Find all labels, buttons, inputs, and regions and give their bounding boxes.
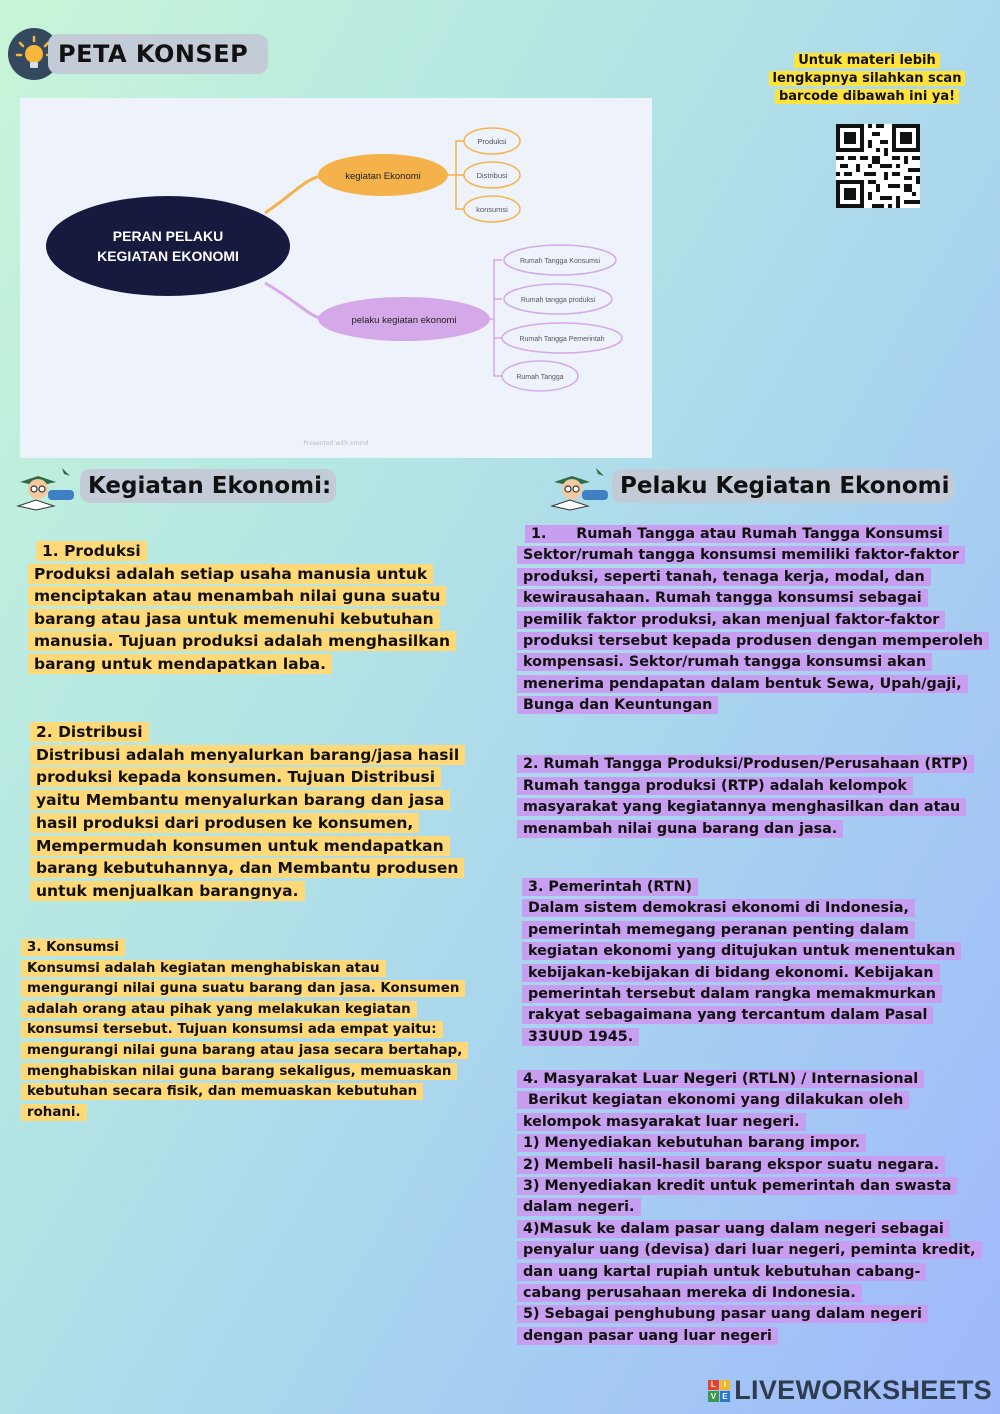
qr-code-icon[interactable] (836, 124, 920, 208)
liveworksheets-logo-icon: L I V E (708, 1380, 730, 1402)
mindmap-center-line1: PERAN PELAKU (112, 228, 224, 244)
kegiatan-ekonomi-heading: Kegiatan Ekonomi: (80, 469, 336, 503)
liveworksheets-label: LIVEWORKSHEETS (734, 1375, 992, 1405)
mindmap-leaf-rt-produksi-label: Rumah tangga produksi (520, 297, 596, 304)
mindmap-leaf-konsumsi-label: konsumsi (476, 205, 508, 214)
distribusi-block: 2. Distribusi Distribusi adalah menyalurkan barang/jasa hasil produksi kepada konsumen. Tujuan Distribusi yaitu Membantu menyalurkan barang dan jasa hasil produksi dari produsen ke konsumen, Mempermudah konsumen untuk mendapatkan barang kebutuhannya, dan Membantu produsen untuk menjualkan barangnya. (30, 721, 492, 903)
produksi-block: 1. Produksi Produksi adalah setiap usaha manusia untuk menciptakan atau menambah nilai guna suatu barang atau jasa untuk memenuhi kebutuhan manusia. Tujuan produksi adalah menghasilkan barang untuk mendapatkan laba. (28, 540, 490, 675)
mindmap-center-node (46, 196, 290, 296)
mindmap-leaf-rt-label: Rumah Tangga (516, 374, 564, 381)
masyarakat-luar-negeri-block: 4. Masyarakat Luar Negeri (RTLN) / Internasional Berikut kegiatan ekonomi yang dilakukan oleh kelompok masyarakat luar negeri. 1) Menyediakan kebutuhan barang impor. 2) Membeli hasil-hasil barang ekspor suatu negara. 3) Menyediakan kredit untuk pemerintah dan swasta dalam negeri. 4)Masuk ke dalam pasar uang dalam negeri sebagai penyalur uang (devisa) dari luar negeri, peminta kredit, dan uang kartal rupiah untuk kebutuhan cabang- cabang perusahaan mereka di Indonesia. 5) Sebagai penghubung pasar uang dalam negeri dengan pasar uang luar negeri (517, 1069, 995, 1347)
rumah-tangga-produksi-block: 2. Rumah Tangga Produksi/Produsen/Perusahaan (RTP) Rumah tangga produksi (RTP) adalah kelompok masyarakat yang kegiatannya menghasilkan dan atau menambah nilai guna barang dan jasa. (517, 754, 997, 840)
mindmap-leaf-rt-pemerintah-label: Rumah Tangga Pemerintah (519, 336, 605, 343)
liveworksheets-brand[interactable] (708, 1375, 992, 1406)
pelaku-kegiatan-heading: Pelaku Kegiatan Ekonomi (612, 469, 954, 503)
mindmap-credit: Presented with xmind (303, 440, 369, 447)
mindmap-leaf-distribusi-label: Distribusi (476, 171, 508, 180)
qr-instruction-note: Untuk materi lebih lengkapnya silahkan scan barcode dibawah ini ya! (752, 52, 982, 106)
rumah-tangga-konsumsi-block: 1. Rumah Tangga atau Rumah Tangga Konsumsi Sektor/rumah tangga konsumsi memiliki faktor-faktor produksi, seperti tanah, tenaga kerja, modal, dan kewirausahaan. Rumah tangga konsumsi sebagai pemilik faktor produksi, akan menjual faktor-faktor produksi tersebut kepada produsen dengan memperoleh kompensasi. Sektor/rumah tangga konsumsi akan menerima pendapatan dalam bentuk Sewa, Upah/gaji, Bunga dan Keuntungan (517, 524, 997, 717)
pemerintah-block: 3. Pemerintah (RTN) Dalam sistem demokrasi ekonomi di Indonesia, pemerintah memegang peranan penting dalam kegiatan ekonomi yang ditujukan untuk menentukan kebijakan-kebijakan di bidang ekonomi. Kebijakan pemerintah tersebut dalam rangka memakmurkan rakyat sebagaimana yang tercantum dalam Pasal 33UUD 1945. (522, 877, 992, 1048)
reading-boy-icon (548, 462, 614, 512)
mindmap-branch-kegiatan-label: kegiatan Ekonomi (345, 171, 421, 182)
mindmap-branch-pelaku-label: pelaku kegiatan ekonomi (351, 315, 457, 326)
mindmap-leaf-produksi-label: Produksi (477, 137, 507, 146)
page-title: PETA KONSEP (48, 34, 268, 74)
reading-boy-icon (14, 462, 80, 512)
mindmap-leaf-rt-konsumsi-label: Rumah Tangga Konsumsi (519, 258, 601, 265)
mindmap-center-line2: KEGIATAN EKONOMI (97, 248, 239, 264)
mind-map (20, 98, 652, 458)
konsumsi-block: 3. Konsumsi Konsumsi adalah kegiatan menghabiskan atau mengurangi nilai guna suatu barang dan jasa. Konsumen adalah orang atau pihak yang melakukan kegiatan konsumsi tersebut. Tujuan konsumsi ada empat yaitu: mengurangi nilai guna barang atau jasa secara bertahap, menghabiskan nilai guna barang sekaligus, memuaskan kebutuhan secara fisik, dan memuaskan kebutuhan rohani. (21, 938, 505, 1123)
